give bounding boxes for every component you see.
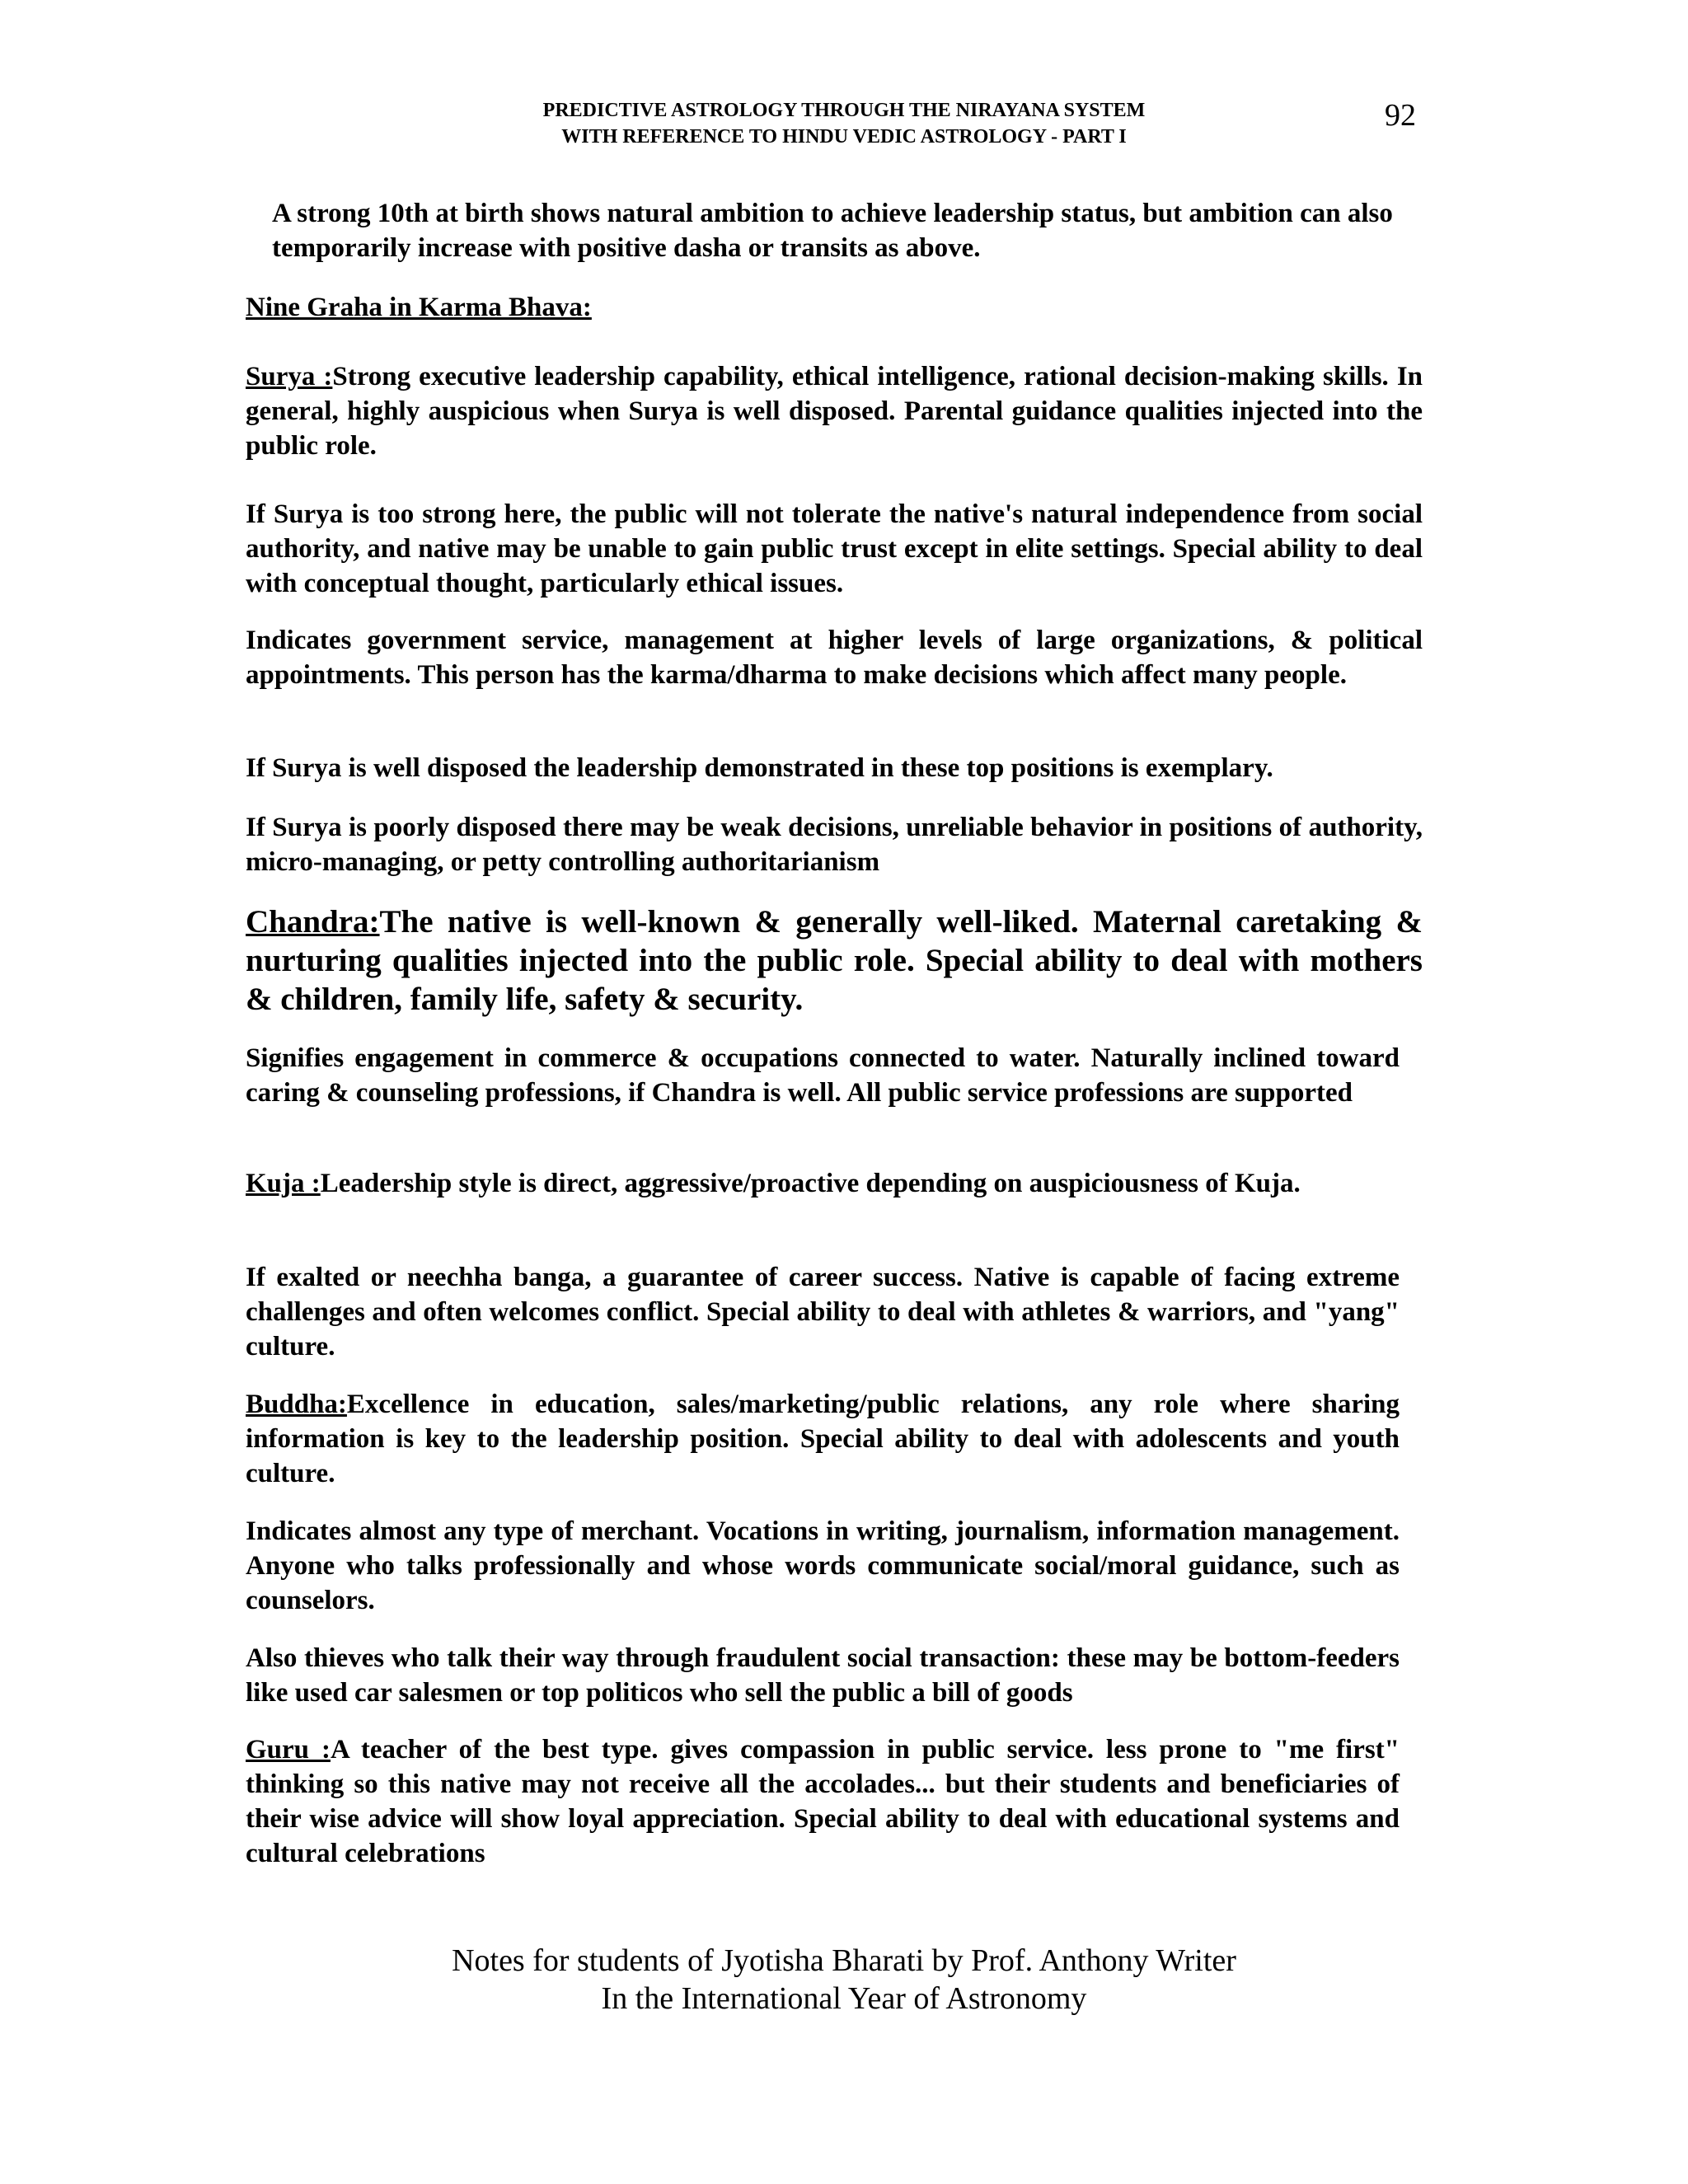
surya-text-1: Strong executive leadership capability, ethical intelligence, rational decision-making skills. In general, highly auspicious when Surya is well disposed. Parental guidance qualities injected into the public role. [246,362,1423,461]
surya-paragraph-5: If Surya is poorly disposed there may be weak decisions, unreliable behavior in positions of authority, micro-managing, or petty controlling authoritarianism [246,813,1423,877]
buddha-paragraph-3: Also thieves who talk their way through fraudulent social transaction: these may be bottom-feeders like used car salesmen or top politicos who sell the public a bill of goods [246,1643,1400,1708]
surya-paragraph-4: If Surya is well disposed the leadership demonstrated in these top positions is exemplary. [246,753,1273,783]
kuja-paragraph-2: If exalted or neechha banga, a guarantee of career success. Native is capable of facing extreme challenges and often welcomes conflict. Special ability to deal with athletes & warriors, and "yang" culture. [246,1263,1400,1361]
guru-paragraph-1 [246,1732,1400,1871]
guru-label: Guru : [246,1735,331,1765]
chandra-paragraph-1 [246,902,1423,1019]
chandra-text-1: The native is well-known & generally well-liked. Maternal caretaking & nurturing qualities injected into the public role. Special ability to deal with mothers & children, family life, safety & security. [246,904,1423,1017]
kuja-text-1: Leadership style is direct, aggressive/proactive depending on auspiciousness of Kuja. [320,1169,1301,1198]
guru-text-1: A teacher of the best type. gives compassion in public service. less prone to "me first" thinking so this native may not receive all the accolades... but their students and beneficiaries of their wise advice will show loyal appreciation. Special ability to deal with educational systems and cultural celebrations [246,1735,1400,1868]
header-line-1: PREDICTIVE ASTROLOGY THROUGH THE NIRAYANA SYSTEM [542,100,1146,121]
kuja-label: Kuja : [246,1169,321,1198]
buddha-paragraph-1 [246,1387,1400,1491]
buddha-text-1: Excellence in education, sales/marketing/public relations, any role where sharing information is key to the leadership position. Special ability to deal with adolescents and youth culture. [246,1390,1400,1488]
footer-line-1: Notes for students of Jyotisha Bharati by Prof. Anthony Writer [452,1943,1236,1978]
footer-line-2: In the International Year of Astronomy [601,1981,1087,2016]
section-title: Nine Graha in Karma Bhava: [246,293,592,322]
buddha-label: Buddha: [246,1390,347,1419]
intro-paragraph: A strong 10th at birth shows natural ambition to achieve leadership status, but ambition can also temporarily increase with positive dasha or transits as above. [272,199,1393,263]
surya-paragraph-2: If Surya is too strong here, the public will not tolerate the native's natural independence from social authority, and native may be unable to gain public trust except in elite settings. Special ability to deal with conceptual thought, particularly ethical issues. [246,499,1423,598]
page-number: 92 [1385,98,1416,133]
surya-label: Surya : [246,362,333,391]
page-footer [0,1942,1688,2018]
kuja-paragraph-1 [246,1166,1400,1201]
surya-paragraph-3: Indicates government service, management at higher levels of large organizations, & political appointments. This person has the karma/dharma to make decisions which affect many people. [246,626,1423,690]
surya-paragraph-1 [246,359,1423,463]
buddha-paragraph-2: Indicates almost any type of merchant. Vocations in writing, journalism, information management. Anyone who talks professionally and whose words communicate social/moral guidance, such as counselors. [246,1516,1400,1615]
chandra-label: Chandra: [246,904,380,940]
running-header [0,97,1688,150]
header-line-2: WITH REFERENCE TO HINDU VEDIC ASTROLOGY - PART I [561,126,1127,148]
chandra-paragraph-2: Signifies engagement in commerce & occupations connected to water. Naturally inclined toward caring & counseling professions, if Chandra is well. All public service professions are supported [246,1043,1400,1108]
